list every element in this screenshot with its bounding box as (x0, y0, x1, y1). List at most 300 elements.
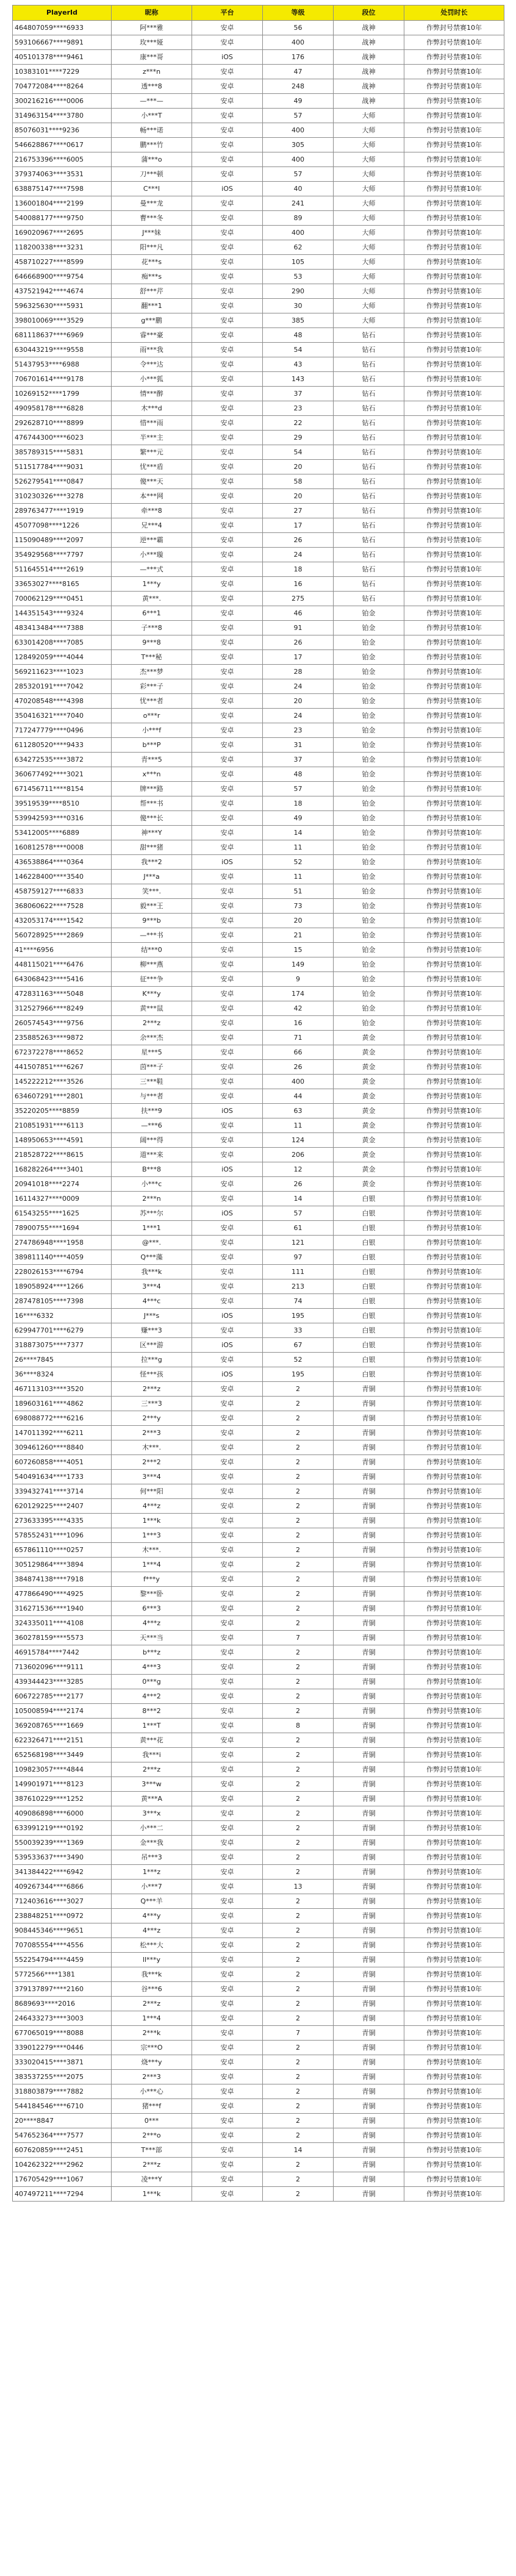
platform-cell: 安卓 (192, 548, 263, 562)
nickname-cell: 1***y (112, 577, 192, 592)
nickname-cell: 曼***龙 (112, 196, 192, 211)
table-row (13, 811, 504, 826)
nickname-cell: 小***f (112, 723, 192, 738)
nickname-cell: 情***醉 (112, 387, 192, 401)
rank-cell: 钻石 (334, 416, 404, 431)
penalty-cell: 作弊封号禁赛10年 (404, 387, 504, 401)
level-cell: 2 (263, 1543, 334, 1558)
penalty-cell: 作弊封号禁赛10年 (404, 1499, 504, 1514)
level-cell: 57 (263, 109, 334, 123)
level-cell: 37 (263, 753, 334, 767)
penalty-cell: 作弊封号禁赛10年 (404, 709, 504, 723)
nickname-cell: 松***大 (112, 1938, 192, 1953)
table-row (13, 2070, 504, 2084)
player-id-cell: 458710227****8599 (13, 255, 112, 270)
nickname-cell: Q***羊 (112, 1894, 192, 1909)
rank-cell: 青铜 (334, 1748, 404, 1762)
table-row (13, 899, 504, 914)
nickname-cell: 黄***A (112, 1792, 192, 1806)
level-cell: 51 (263, 884, 334, 899)
rank-cell: 青铜 (334, 1455, 404, 1470)
level-cell: 2 (263, 1455, 334, 1470)
penalty-cell: 作弊封号禁赛10年 (404, 1382, 504, 1397)
table-row (13, 1982, 504, 1997)
nickname-cell: 赚***3 (112, 1323, 192, 1338)
nickname-cell: B***8 (112, 1162, 192, 1177)
rank-cell: 白银 (334, 1236, 404, 1250)
table-row (13, 1733, 504, 1748)
nickname-cell: 曹***冬 (112, 211, 192, 226)
platform-cell: 安卓 (192, 1865, 263, 1880)
level-cell: 57 (263, 782, 334, 796)
table-row (13, 1792, 504, 1806)
table-row (13, 1001, 504, 1016)
table-row (13, 562, 504, 577)
platform-cell: 安卓 (192, 1689, 263, 1704)
level-cell: 2 (263, 1558, 334, 1572)
table-row (13, 826, 504, 840)
rank-cell: 青铜 (334, 2041, 404, 2055)
table-row (13, 723, 504, 738)
table-row (13, 987, 504, 1001)
penalty-cell: 作弊封号禁赛10年 (404, 1777, 504, 1792)
platform-cell: 安卓 (192, 753, 263, 767)
rank-cell: 青铜 (334, 1645, 404, 1660)
nickname-cell: 甜***猪 (112, 840, 192, 855)
nickname-cell: 舒***芹 (112, 284, 192, 299)
rank-cell: 白银 (334, 1353, 404, 1367)
rank-cell: 黄金 (334, 1031, 404, 1045)
nickname-cell: f***y (112, 1572, 192, 1587)
table-row (13, 928, 504, 943)
rank-cell: 青铜 (334, 2128, 404, 2143)
penalty-cell: 作弊封号禁赛10年 (404, 313, 504, 328)
platform-cell: 安卓 (192, 431, 263, 445)
table-row (13, 1850, 504, 1865)
level-cell: 71 (263, 1031, 334, 1045)
rank-cell: 钻石 (334, 445, 404, 460)
rank-cell: 黄金 (334, 1060, 404, 1075)
nickname-cell: 征***争 (112, 972, 192, 987)
platform-cell: 安卓 (192, 665, 263, 679)
platform-cell: 安卓 (192, 723, 263, 738)
platform-cell: 安卓 (192, 1455, 263, 1470)
level-cell: 14 (263, 2143, 334, 2158)
table-row (13, 328, 504, 343)
penalty-cell: 作弊封号禁赛10年 (404, 50, 504, 65)
level-cell: 40 (263, 182, 334, 196)
nickname-cell: 何***阳 (112, 1484, 192, 1499)
level-cell: 111 (263, 1265, 334, 1279)
player-id-cell: 216753396****6005 (13, 152, 112, 167)
player-id-cell: 629947701****6279 (13, 1323, 112, 1338)
platform-cell: 安卓 (192, 1133, 263, 1148)
table-row (13, 2143, 504, 2158)
player-id-cell: 61543255****1625 (13, 1206, 112, 1221)
rank-cell: 大师 (334, 123, 404, 138)
table-row (13, 753, 504, 767)
rank-cell: 青铜 (334, 1631, 404, 1645)
rank-cell: 大师 (334, 313, 404, 328)
nickname-cell: b***P (112, 738, 192, 753)
nickname-cell: K***y (112, 987, 192, 1001)
level-cell: 2 (263, 2041, 334, 2055)
penalty-cell: 作弊封号禁赛10年 (404, 2055, 504, 2070)
player-id-cell: 448115021****6476 (13, 957, 112, 972)
player-id-cell: 118200338****3231 (13, 240, 112, 255)
level-cell: 400 (263, 35, 334, 50)
penalty-cell: 作弊封号禁赛10年 (404, 635, 504, 650)
penalty-cell: 作弊封号禁赛10年 (404, 1104, 504, 1118)
nickname-cell: 雨***我 (112, 343, 192, 357)
penalty-cell: 作弊封号禁赛10年 (404, 2099, 504, 2114)
rank-cell: 白银 (334, 1265, 404, 1279)
header-rank: 段位 (334, 5, 404, 21)
nickname-cell: 木***. (112, 1440, 192, 1455)
penalty-cell: 作弊封号禁赛10年 (404, 2114, 504, 2128)
platform-cell: 安卓 (192, 1850, 263, 1865)
player-id-cell: 147011392****6211 (13, 1426, 112, 1440)
platform-cell: 安卓 (192, 1470, 263, 1484)
level-cell: 2 (263, 1733, 334, 1748)
penalty-cell: 作弊封号禁赛10年 (404, 1338, 504, 1353)
level-cell: 23 (263, 401, 334, 416)
platform-cell: 安卓 (192, 1001, 263, 1016)
level-cell: 176 (263, 50, 334, 65)
rank-cell: 铂金 (334, 723, 404, 738)
level-cell: 195 (263, 1367, 334, 1382)
player-id-cell: 593106667****9891 (13, 35, 112, 50)
level-cell: 52 (263, 1353, 334, 1367)
table-row (13, 1031, 504, 1045)
platform-cell: 安卓 (192, 1353, 263, 1367)
platform-cell: iOS (192, 855, 263, 870)
level-cell: 2 (263, 1675, 334, 1689)
penalty-cell: 作弊封号禁赛10年 (404, 2128, 504, 2143)
level-cell: 58 (263, 474, 334, 489)
rank-cell: 青铜 (334, 1880, 404, 1894)
platform-cell: 安卓 (192, 1719, 263, 1733)
player-id-cell: 309461260****8840 (13, 1440, 112, 1455)
rank-cell: 铂金 (334, 621, 404, 635)
nickname-cell: 怪***孩 (112, 1367, 192, 1382)
penalty-cell: 作弊封号禁赛10年 (404, 1953, 504, 1967)
player-id-cell: 360677492****3021 (13, 767, 112, 782)
level-cell: 24 (263, 679, 334, 694)
player-id-cell: 274786948****1958 (13, 1236, 112, 1250)
player-id-cell: 432053174****1542 (13, 914, 112, 928)
penalty-cell: 作弊封号禁赛10年 (404, 1162, 504, 1177)
platform-cell: 安卓 (192, 840, 263, 855)
table-row (13, 1045, 504, 1060)
rank-cell: 大师 (334, 167, 404, 182)
rank-cell: 白银 (334, 1250, 404, 1265)
player-id-cell: 324335011****4108 (13, 1616, 112, 1631)
platform-cell: iOS (192, 1309, 263, 1323)
level-cell: 15 (263, 943, 334, 957)
level-cell: 57 (263, 1206, 334, 1221)
table-row (13, 1455, 504, 1470)
table-row (13, 1075, 504, 1089)
nickname-cell: 0***g (112, 1675, 192, 1689)
platform-cell: 安卓 (192, 152, 263, 167)
rank-cell: 铂金 (334, 1016, 404, 1031)
player-id-cell: 318873075****7377 (13, 1338, 112, 1353)
nickname-cell: 4***z (112, 1616, 192, 1631)
platform-cell: 安卓 (192, 1660, 263, 1675)
platform-cell: 安卓 (192, 445, 263, 460)
player-id-cell: 646668900****9754 (13, 270, 112, 284)
table-row (13, 1177, 504, 1192)
player-id-cell: 260574543****9756 (13, 1016, 112, 1031)
table-row (13, 1660, 504, 1675)
penalty-cell: 作弊封号禁赛10年 (404, 1528, 504, 1543)
penalty-cell: 作弊封号禁赛10年 (404, 2158, 504, 2172)
platform-cell: 安卓 (192, 2172, 263, 2187)
penalty-cell: 作弊封号禁赛10年 (404, 1192, 504, 1206)
table-row (13, 1762, 504, 1777)
level-cell: 49 (263, 94, 334, 109)
penalty-cell: 作弊封号禁赛10年 (404, 1631, 504, 1645)
penalty-cell: 作弊封号禁赛10年 (404, 782, 504, 796)
penalty-cell: 作弊封号禁赛10年 (404, 1206, 504, 1221)
penalty-cell: 作弊封号禁赛10年 (404, 1543, 504, 1558)
table-row (13, 1192, 504, 1206)
platform-cell: 安卓 (192, 1426, 263, 1440)
player-id-cell: 360278159****5573 (13, 1631, 112, 1645)
nickname-cell: 2***n (112, 1192, 192, 1206)
player-id-cell: 643068423****5416 (13, 972, 112, 987)
rank-cell: 钻石 (334, 328, 404, 343)
table-row (13, 665, 504, 679)
platform-cell: 安卓 (192, 2128, 263, 2143)
penalty-cell: 作弊封号禁赛10年 (404, 1367, 504, 1382)
level-cell: 22 (263, 416, 334, 431)
nickname-cell: 小***狐 (112, 372, 192, 387)
level-cell: 37 (263, 387, 334, 401)
player-id-cell: 560728925****2869 (13, 928, 112, 943)
penalty-cell: 作弊封号禁赛10年 (404, 972, 504, 987)
penalty-cell: 作弊封号禁赛10年 (404, 211, 504, 226)
table-row (13, 577, 504, 592)
platform-cell: 安卓 (192, 1397, 263, 1411)
platform-cell: 安卓 (192, 504, 263, 518)
penalty-cell: 作弊封号禁赛10年 (404, 1060, 504, 1075)
penalty-cell: 作弊封号禁赛10年 (404, 1587, 504, 1601)
table-row (13, 1162, 504, 1177)
level-cell: 2 (263, 1806, 334, 1821)
platform-cell: 安卓 (192, 138, 263, 152)
rank-cell: 大师 (334, 255, 404, 270)
platform-cell: 安卓 (192, 1587, 263, 1601)
player-id-cell: 634607291****2801 (13, 1089, 112, 1104)
platform-cell: 安卓 (192, 196, 263, 211)
table-row (13, 1514, 504, 1528)
penalty-cell: 作弊封号禁赛10年 (404, 401, 504, 416)
penalty-cell: 作弊封号禁赛10年 (404, 518, 504, 533)
header-nickname: 昵称 (112, 5, 192, 21)
platform-cell: 安卓 (192, 1909, 263, 1923)
table-row (13, 2026, 504, 2041)
table-body (13, 21, 504, 2202)
platform-cell: 安卓 (192, 1265, 263, 1279)
platform-cell: iOS (192, 182, 263, 196)
table-row (13, 1440, 504, 1455)
penalty-cell: 作弊封号禁赛10年 (404, 2041, 504, 2055)
penalty-cell: 作弊封号禁赛10年 (404, 1762, 504, 1777)
platform-cell: 安卓 (192, 562, 263, 577)
table-row (13, 79, 504, 94)
platform-cell: 安卓 (192, 299, 263, 313)
nickname-cell: 傻***长 (112, 811, 192, 826)
rank-cell: 青铜 (334, 1397, 404, 1411)
platform-cell: 安卓 (192, 2114, 263, 2128)
table-row (13, 621, 504, 635)
platform-cell: 安卓 (192, 1938, 263, 1953)
level-cell: 26 (263, 635, 334, 650)
nickname-cell: 惜***雨 (112, 416, 192, 431)
rank-cell: 大师 (334, 270, 404, 284)
player-id-cell: 246433273****3003 (13, 2011, 112, 2026)
nickname-cell: 2***z (112, 1016, 192, 1031)
nickname-cell: z***n (112, 65, 192, 79)
rank-cell: 钻石 (334, 548, 404, 562)
rank-cell: 青铜 (334, 1514, 404, 1528)
nickname-cell: 阿***雅 (112, 21, 192, 35)
level-cell: 174 (263, 987, 334, 1001)
nickname-cell: 帮***书 (112, 796, 192, 811)
player-id-cell: 611280520****9433 (13, 738, 112, 753)
player-id-cell: 706701614****9178 (13, 372, 112, 387)
nickname-cell: 2***z (112, 2158, 192, 2172)
rank-cell: 大师 (334, 109, 404, 123)
platform-cell: 安卓 (192, 1792, 263, 1806)
penalty-cell: 作弊封号禁赛10年 (404, 533, 504, 548)
rank-cell: 黄金 (334, 1045, 404, 1060)
nickname-cell: 4***c (112, 1294, 192, 1309)
table-row (13, 2011, 504, 2026)
player-id-cell: 341384422****6942 (13, 1865, 112, 1880)
rank-cell: 铂金 (334, 972, 404, 987)
player-id-cell: 238848251****0972 (13, 1909, 112, 1923)
table-row (13, 1060, 504, 1075)
penalty-cell: 作弊封号禁赛10年 (404, 1967, 504, 1982)
nickname-cell: 扶***9 (112, 1104, 192, 1118)
platform-cell: iOS (192, 1367, 263, 1382)
platform-cell: 安卓 (192, 1806, 263, 1821)
player-id-cell: 8689693****2016 (13, 1997, 112, 2011)
platform-cell: 安卓 (192, 387, 263, 401)
level-cell: 2 (263, 1938, 334, 1953)
table-row (13, 1382, 504, 1397)
table-row (13, 972, 504, 987)
level-cell: 2 (263, 1382, 334, 1397)
nickname-cell: 金***我 (112, 1836, 192, 1850)
penalty-cell: 作弊封号禁赛10年 (404, 65, 504, 79)
penalty-cell: 作弊封号禁赛10年 (404, 987, 504, 1001)
level-cell: 2 (263, 1953, 334, 1967)
player-id-cell: 384874138****7918 (13, 1572, 112, 1587)
nickname-cell: 4***y (112, 1909, 192, 1923)
nickname-cell: 我***k (112, 1265, 192, 1279)
platform-cell: 安卓 (192, 518, 263, 533)
table-row (13, 1704, 504, 1719)
level-cell: 2 (263, 1909, 334, 1923)
rank-cell: 钻石 (334, 474, 404, 489)
level-cell: 16 (263, 1016, 334, 1031)
penalty-cell: 作弊封号禁赛10年 (404, 943, 504, 957)
player-id-cell: 305129864****3894 (13, 1558, 112, 1572)
player-id-cell: 350416321****7040 (13, 709, 112, 723)
rank-cell: 大师 (334, 299, 404, 313)
penalty-cell: 作弊封号禁赛10年 (404, 650, 504, 665)
rank-cell: 青铜 (334, 1572, 404, 1587)
level-cell: 16 (263, 577, 334, 592)
platform-cell: 安卓 (192, 1045, 263, 1060)
player-id-cell: 526279541****0847 (13, 474, 112, 489)
player-id-cell: 700062129****0451 (13, 592, 112, 606)
rank-cell: 青铜 (334, 2084, 404, 2099)
nickname-cell: 阳***凡 (112, 240, 192, 255)
nickname-cell: 令***达 (112, 357, 192, 372)
platform-cell: 安卓 (192, 621, 263, 635)
table-row (13, 1923, 504, 1938)
level-cell: 2 (263, 1616, 334, 1631)
penalty-cell: 作弊封号禁赛10年 (404, 123, 504, 138)
table-row (13, 796, 504, 811)
player-id-cell: 144351543****9324 (13, 606, 112, 621)
table-row (13, 957, 504, 972)
table-row (13, 94, 504, 109)
platform-cell: 安卓 (192, 284, 263, 299)
penalty-cell: 作弊封号禁赛10年 (404, 1294, 504, 1309)
table-row (13, 1909, 504, 1923)
penalty-cell: 作弊封号禁赛10年 (404, 1016, 504, 1031)
rank-cell: 青铜 (334, 2172, 404, 2187)
table-row (13, 1279, 504, 1294)
table-row (13, 855, 504, 870)
player-id-cell: 146228400****3540 (13, 870, 112, 884)
rank-cell: 大师 (334, 226, 404, 240)
player-id-cell: 285320191****7042 (13, 679, 112, 694)
platform-cell: 安卓 (192, 1075, 263, 1089)
platform-cell: 安卓 (192, 416, 263, 431)
level-cell: 14 (263, 826, 334, 840)
level-cell: 2 (263, 2055, 334, 2070)
penalty-cell: 作弊封号禁赛10年 (404, 94, 504, 109)
level-cell: 74 (263, 1294, 334, 1309)
platform-cell: 安卓 (192, 943, 263, 957)
table-row (13, 533, 504, 548)
level-cell: 89 (263, 211, 334, 226)
header-penalty: 处罚时长 (404, 5, 504, 21)
player-id-cell: 16114327****0009 (13, 1192, 112, 1206)
platform-cell: iOS (192, 50, 263, 65)
table-row (13, 240, 504, 255)
table-row (13, 870, 504, 884)
penalty-cell: 作弊封号禁赛10年 (404, 2143, 504, 2158)
player-id-cell: 657861110****0257 (13, 1543, 112, 1558)
level-cell: 11 (263, 840, 334, 855)
nickname-cell: 2***3 (112, 1426, 192, 1440)
table-row (13, 1865, 504, 1880)
penalty-cell: 作弊封号禁赛10年 (404, 1426, 504, 1440)
player-id-cell: 41****6956 (13, 943, 112, 957)
player-id-cell: 35220205****8859 (13, 1104, 112, 1118)
player-id-cell: 540088177****9750 (13, 211, 112, 226)
platform-cell: 安卓 (192, 738, 263, 753)
rank-cell: 青铜 (334, 1923, 404, 1938)
